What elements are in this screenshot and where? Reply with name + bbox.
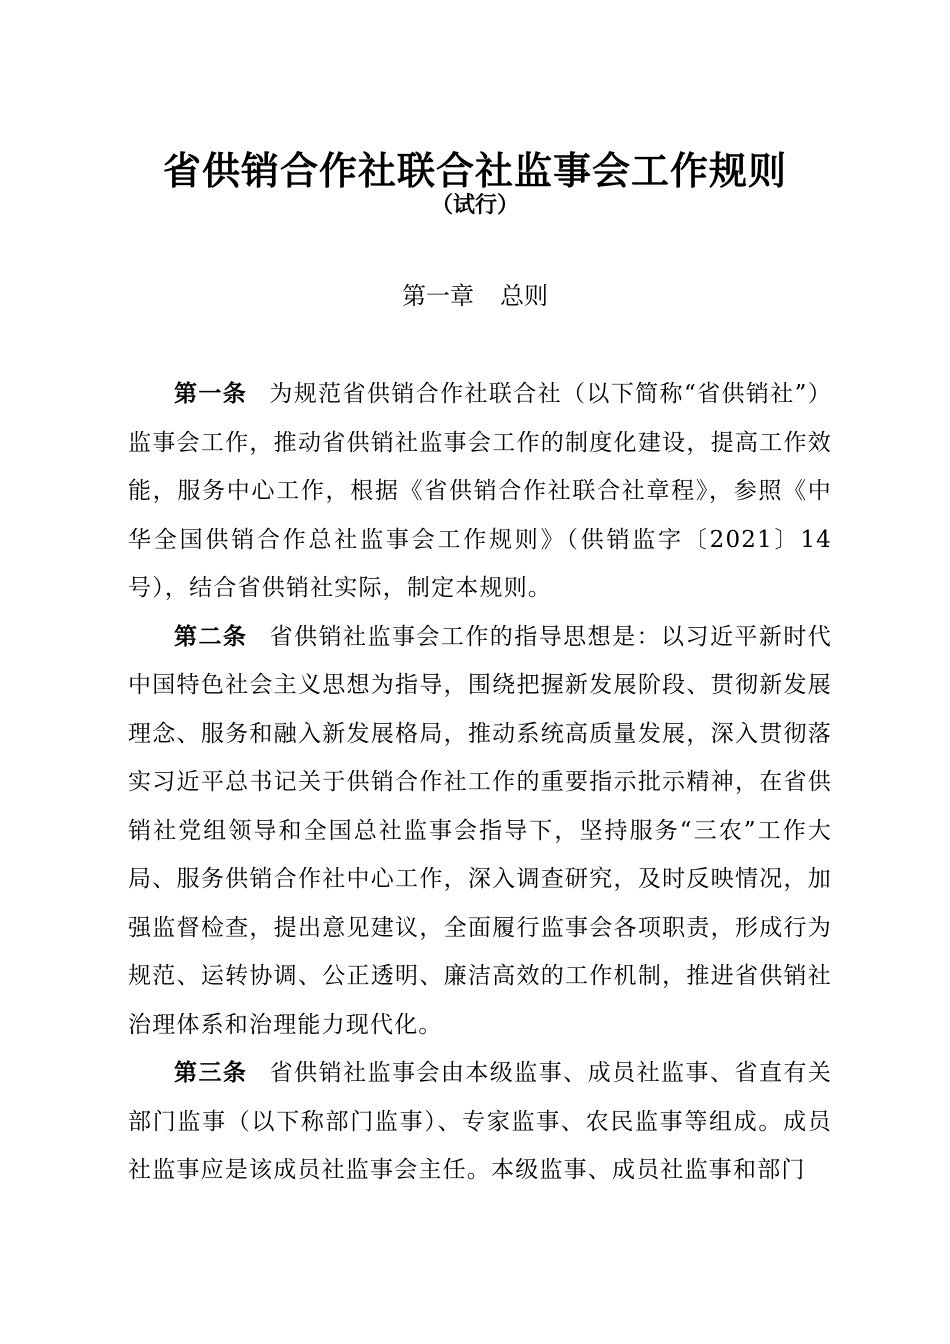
article-text: 为规范省供销合作社联合社（以下简称“省供销社”）监事会工作，推动省供销社监事会工作的制度化建设，提高工作效能，服务中心工作，根据《省供销合作社联合社章程》，参照《中华全国供销合作总社监事会工作规则》（供销监字〔2021〕14号），结合省供销社实际，制定本规则。: [128, 381, 832, 601]
chapter-heading: [0, 276, 950, 311]
article-label: 第二条: [174, 623, 248, 650]
article-1: [128, 370, 832, 613]
document-title: 省供销合作社联合社监事会工作规则: [162, 149, 787, 193]
article-text: 省供销社监事会由本级监事、成员社监事、省直有关部门监事（以下称部门监事）、专家监事、农民监事等组成。成员社监事应是该成员社监事会主任。本级监事、成员社监事和部门: [128, 1060, 832, 1183]
article-text: 省供销社监事会工作的指导思想是：以习近平新时代中国特色社会主义思想为指导，围绕把握新发展阶段、贯彻新发展理念、服务和融入新发展格局，推动系统高质量发展，深入贯彻落实习近平总书记关于供销合作社工作的重要指示批示精神，在省供销社党组领导和全国总社监事会指导下，坚持服务“三农”工作大局、服务供销合作社中心工作，深入调查研究，及时反映情况，加强监督检查，提出意见建议，全面履行监事会各项职责，形成行为规范、运转协调、公正透明、廉洁高效的工作机制，推进省供销社治理体系和治理能力现代化。: [128, 623, 832, 1038]
document-body: [128, 370, 832, 1195]
article-2: [128, 613, 832, 1050]
article-label: 第三条: [174, 1060, 248, 1086]
chapter-name: 总则: [500, 282, 548, 310]
article-3: [128, 1049, 832, 1195]
article-label: 第一条: [174, 381, 248, 407]
chapter-number: 第一章: [402, 282, 474, 310]
document-subtitle: （试行）: [430, 193, 519, 218]
